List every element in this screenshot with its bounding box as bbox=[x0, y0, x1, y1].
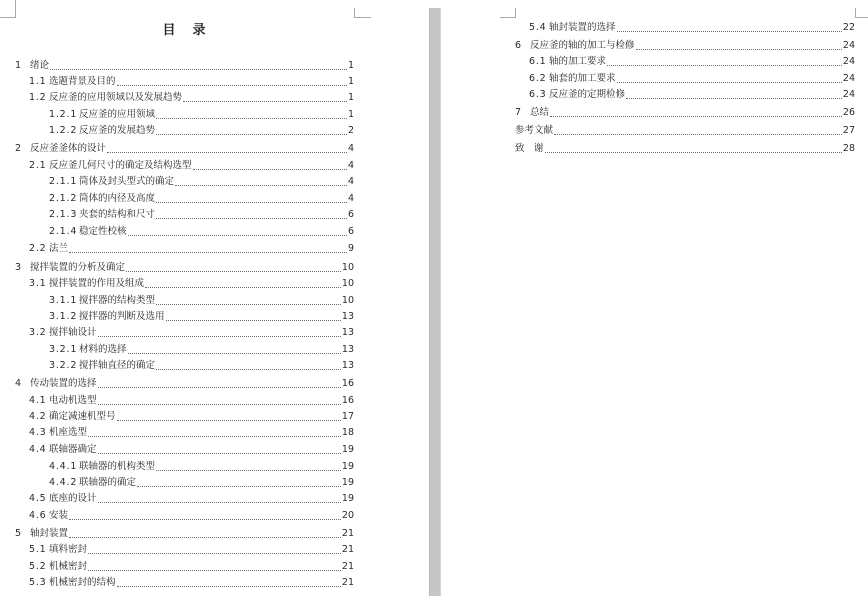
toc-entry-title: 传动装置的选择 bbox=[30, 378, 97, 389]
toc-entry[interactable] bbox=[515, 143, 855, 155]
toc-entry-page: 4 bbox=[347, 193, 354, 204]
toc-entry-number: 1 bbox=[15, 60, 22, 71]
corner-mark-top-right bbox=[855, 8, 868, 18]
dot-leader bbox=[98, 453, 341, 454]
toc-entry-number: 2 bbox=[15, 143, 22, 154]
toc-entry-title: 机械密封的结构 bbox=[49, 577, 116, 588]
dot-leader bbox=[183, 101, 347, 102]
toc-entry-number: 2.1.3 bbox=[49, 209, 78, 220]
toc-heading: 目 录 bbox=[162, 23, 208, 38]
toc-entry-page: 1 bbox=[347, 76, 354, 87]
dot-leader bbox=[98, 336, 341, 337]
toc-entry-number: 1.1 bbox=[29, 76, 47, 87]
toc-entry-page: 1 bbox=[347, 109, 354, 120]
dot-leader bbox=[617, 82, 842, 83]
toc-entry[interactable] bbox=[49, 193, 354, 205]
toc-entry-number: 1.2.2 bbox=[49, 125, 78, 136]
dot-leader bbox=[117, 586, 341, 587]
toc-entry-title: 反应釜的定期检修 bbox=[549, 89, 626, 100]
toc-entry-page: 1 bbox=[347, 60, 354, 71]
toc-entry[interactable] bbox=[49, 226, 354, 238]
dot-leader bbox=[88, 570, 341, 571]
toc-entry-title: 搅拌轴设计 bbox=[49, 327, 97, 338]
toc-entry-number: 2.1.1 bbox=[49, 176, 78, 187]
toc-entry[interactable] bbox=[29, 92, 354, 104]
dot-leader bbox=[98, 502, 341, 503]
dot-leader bbox=[107, 152, 347, 153]
toc-entry-title: 联轴器确定 bbox=[49, 444, 97, 455]
toc-entry[interactable] bbox=[529, 73, 855, 85]
toc-entry-number: 1.2.1 bbox=[49, 109, 78, 120]
toc-entry-page: 16 bbox=[341, 395, 354, 406]
toc-entry-title: 夹套的结构和尺寸 bbox=[79, 209, 156, 220]
toc-entry-title: 电动机选型 bbox=[49, 395, 97, 406]
toc-entry-title: 安装 bbox=[49, 510, 69, 521]
toc-entry-number: 6.1 bbox=[529, 56, 547, 67]
dot-leader bbox=[145, 287, 341, 288]
toc-entry-number: 5.1 bbox=[29, 544, 47, 555]
toc-entry-title: 绪论 bbox=[30, 60, 50, 71]
toc-entry-number: 2.1.4 bbox=[49, 226, 78, 237]
toc-entry[interactable] bbox=[29, 76, 354, 88]
toc-entry-title: 联轴器的确定 bbox=[79, 477, 137, 488]
toc-entry-number: 1.2 bbox=[29, 92, 47, 103]
dot-leader bbox=[175, 185, 347, 186]
dot-leader bbox=[554, 134, 842, 135]
toc-entry[interactable] bbox=[49, 125, 354, 137]
toc-entry[interactable] bbox=[15, 262, 354, 274]
toc-entry[interactable] bbox=[29, 243, 354, 255]
corner-mark-top-right bbox=[354, 8, 371, 18]
toc-entry-page: 13 bbox=[341, 344, 354, 355]
toc-entry-title: 筒体的内径及高度 bbox=[79, 193, 156, 204]
toc-entry[interactable] bbox=[15, 143, 354, 155]
dot-leader bbox=[550, 116, 842, 117]
toc-entry-number: 5.3 bbox=[29, 577, 47, 588]
dot-leader bbox=[626, 98, 842, 99]
dot-leader bbox=[156, 470, 341, 471]
toc-entry-number: 5.2 bbox=[29, 561, 47, 572]
toc-entry[interactable] bbox=[49, 344, 354, 356]
toc-entry-page: 1 bbox=[347, 92, 354, 103]
toc-entry-title: 机械密封 bbox=[49, 561, 88, 572]
toc-entry-title: 参考文献 bbox=[515, 125, 554, 136]
toc-entry-number: 2.2 bbox=[29, 243, 47, 254]
toc-entry[interactable] bbox=[49, 209, 354, 221]
dot-leader bbox=[617, 31, 842, 32]
toc-entry-title: 稳定性校核 bbox=[79, 226, 127, 237]
toc-entry-title: 材料的选择 bbox=[79, 344, 127, 355]
toc-entry[interactable] bbox=[29, 411, 354, 423]
toc-entry[interactable] bbox=[29, 544, 354, 556]
dot-leader bbox=[156, 369, 341, 370]
toc-entry[interactable] bbox=[49, 360, 354, 372]
toc-entry-page: 4 bbox=[347, 160, 354, 171]
toc-entry-title: 搅拌装置的作用及组成 bbox=[49, 278, 145, 289]
toc-entry-page: 10 bbox=[341, 278, 354, 289]
toc-entry[interactable] bbox=[49, 109, 354, 121]
toc-entry-page: 4 bbox=[347, 176, 354, 187]
toc-entry[interactable] bbox=[49, 295, 354, 307]
toc-entry[interactable] bbox=[29, 444, 354, 456]
toc-entry-title: 选题背景及目的 bbox=[49, 76, 116, 87]
toc-entry[interactable] bbox=[29, 395, 354, 407]
toc-entry-title: 机座选型 bbox=[49, 427, 88, 438]
toc-entry-page: 16 bbox=[341, 378, 354, 389]
toc-entry-page: 19 bbox=[341, 493, 354, 504]
toc-entry[interactable] bbox=[29, 561, 354, 573]
toc-entry-number: 4.2 bbox=[29, 411, 47, 422]
toc-entry-title: 联轴器的机构类型 bbox=[79, 461, 156, 472]
toc-entry[interactable] bbox=[29, 510, 354, 522]
toc-entry-number: 4.5 bbox=[29, 493, 47, 504]
toc-entry-page: 10 bbox=[341, 262, 354, 273]
toc-entry-page: 28 bbox=[842, 143, 855, 154]
dot-leader bbox=[117, 420, 341, 421]
toc-entry-title: 搅拌装置的分析及确定 bbox=[30, 262, 126, 273]
toc-entry-number: 5.4 bbox=[529, 22, 547, 33]
toc-entry-number: 4.6 bbox=[29, 510, 47, 521]
toc-entry-page: 18 bbox=[341, 427, 354, 438]
dot-leader bbox=[88, 553, 341, 554]
toc-entry-number: 3 bbox=[15, 262, 22, 273]
left-page bbox=[0, 0, 429, 596]
toc-entry-title: 反应釜釜体的设计 bbox=[30, 143, 107, 154]
toc-entry-title: 底座的设计 bbox=[49, 493, 97, 504]
toc-entry-number: 4.4.2 bbox=[49, 477, 78, 488]
dot-leader bbox=[156, 134, 347, 135]
toc-entry[interactable] bbox=[515, 107, 855, 119]
toc-entry-page: 6 bbox=[347, 209, 354, 220]
toc-entry-title: 轴封装置的选择 bbox=[549, 22, 616, 33]
toc-entry-page: 6 bbox=[347, 226, 354, 237]
toc-entry[interactable] bbox=[515, 40, 855, 52]
toc-entry[interactable] bbox=[515, 125, 855, 137]
page-gutter bbox=[429, 8, 441, 596]
toc-entry-title: 轴封装置 bbox=[30, 528, 69, 539]
toc-entry[interactable] bbox=[29, 160, 354, 172]
toc-entry-title: 轴套的加工要求 bbox=[549, 73, 616, 84]
dot-leader bbox=[69, 252, 347, 253]
toc-entry-number: 3.2.2 bbox=[49, 360, 78, 371]
toc-entry-page: 9 bbox=[347, 243, 354, 254]
toc-entry-page: 13 bbox=[341, 327, 354, 338]
toc-entry-title: 总结 bbox=[530, 107, 550, 118]
dot-leader bbox=[117, 85, 347, 86]
toc-entry-page: 24 bbox=[842, 56, 855, 67]
dot-leader bbox=[128, 353, 341, 354]
toc-entry-page: 10 bbox=[341, 295, 354, 306]
toc-entry-number: 3.2.1 bbox=[49, 344, 78, 355]
dot-leader bbox=[88, 436, 341, 437]
toc-entry[interactable] bbox=[15, 528, 354, 540]
corner-mark-top-left bbox=[500, 8, 516, 18]
toc-entry[interactable] bbox=[49, 461, 354, 473]
dot-leader bbox=[128, 235, 347, 236]
dot-leader bbox=[126, 271, 341, 272]
toc-entry-page: 20 bbox=[341, 510, 354, 521]
toc-entry-page: 13 bbox=[341, 311, 354, 322]
toc-entry[interactable] bbox=[29, 327, 354, 339]
dot-leader bbox=[545, 152, 842, 153]
toc-entry[interactable] bbox=[29, 493, 354, 505]
toc-entry[interactable] bbox=[49, 176, 354, 188]
toc-entry-page: 26 bbox=[842, 107, 855, 118]
toc-entry-page: 24 bbox=[842, 73, 855, 84]
toc-entry-title: 反应釜几何尺寸的确定及结构选型 bbox=[49, 160, 192, 171]
toc-entry-page: 24 bbox=[842, 89, 855, 100]
toc-entry-page: 22 bbox=[842, 22, 855, 33]
toc-entry[interactable] bbox=[29, 427, 354, 439]
dot-leader bbox=[156, 304, 341, 305]
toc-entry-number: 3.1.1 bbox=[49, 295, 78, 306]
toc-entry-number: 4.4.1 bbox=[49, 461, 78, 472]
dot-leader bbox=[69, 537, 341, 538]
toc-entry-title: 填料密封 bbox=[49, 544, 88, 555]
dot-leader bbox=[156, 202, 347, 203]
toc-entry-title: 搅拌轴直径的确定 bbox=[79, 360, 156, 371]
toc-entry-number: 4.4 bbox=[29, 444, 47, 455]
toc-entry-number: 2.1.2 bbox=[49, 193, 78, 204]
toc-entry-title: 反应釜的轴的加工与检修 bbox=[530, 40, 635, 51]
dot-leader bbox=[50, 69, 347, 70]
toc-entry-title: 反应釜的发展趋势 bbox=[79, 125, 156, 136]
dot-leader bbox=[98, 404, 341, 405]
toc-entry[interactable] bbox=[49, 477, 354, 489]
dot-leader bbox=[636, 49, 842, 50]
toc-entry-title: 轴的加工要求 bbox=[549, 56, 607, 67]
toc-entry-number: 6.3 bbox=[529, 89, 547, 100]
toc-entry-page: 21 bbox=[341, 577, 354, 588]
toc-entry-title: 致 谢 bbox=[515, 143, 544, 154]
toc-entry-number: 3.1.2 bbox=[49, 311, 78, 322]
toc-entry-title: 反应釜的应用领域以及发展趋势 bbox=[49, 92, 183, 103]
toc-entry-number: 6.2 bbox=[529, 73, 547, 84]
toc-entry[interactable] bbox=[529, 22, 855, 34]
toc-entry-page: 24 bbox=[842, 40, 855, 51]
toc-entry-page: 19 bbox=[341, 477, 354, 488]
toc-entry-number: 4.3 bbox=[29, 427, 47, 438]
toc-entry[interactable] bbox=[15, 60, 354, 72]
toc-entry-page: 21 bbox=[341, 544, 354, 555]
toc-entry-number: 6 bbox=[515, 40, 522, 51]
toc-entry-title: 搅拌器的结构类型 bbox=[79, 295, 156, 306]
toc-entry-number: 2.1 bbox=[29, 160, 47, 171]
toc-entry-number: 7 bbox=[515, 107, 522, 118]
corner-mark-top-left bbox=[0, 0, 16, 18]
toc-entry[interactable] bbox=[529, 56, 855, 68]
toc-entry-title: 确定减速机型号 bbox=[49, 411, 116, 422]
dot-leader bbox=[137, 486, 341, 487]
toc-entry-page: 21 bbox=[341, 528, 354, 539]
toc-entry-title: 筒体及封头型式的确定 bbox=[79, 176, 175, 187]
dot-leader bbox=[607, 65, 842, 66]
toc-entry-number: 3.2 bbox=[29, 327, 47, 338]
toc-entry-page: 2 bbox=[347, 125, 354, 136]
toc-entry-number: 3.1 bbox=[29, 278, 47, 289]
toc-entry[interactable] bbox=[29, 278, 354, 290]
toc-entry-page: 21 bbox=[341, 561, 354, 572]
toc-entry-page: 4 bbox=[347, 143, 354, 154]
toc-entry-page: 13 bbox=[341, 360, 354, 371]
toc-entry-number: 4 bbox=[15, 378, 22, 389]
toc-entry[interactable] bbox=[29, 577, 354, 589]
toc-entry-page: 27 bbox=[842, 125, 855, 136]
dot-leader bbox=[98, 387, 341, 388]
toc-entry-page: 17 bbox=[341, 411, 354, 422]
dot-leader bbox=[156, 118, 347, 119]
toc-entry[interactable] bbox=[49, 311, 354, 323]
toc-entry[interactable] bbox=[15, 378, 354, 390]
toc-entry[interactable] bbox=[529, 89, 855, 101]
toc-entry-title: 法兰 bbox=[49, 243, 69, 254]
toc-entry-page: 19 bbox=[341, 461, 354, 472]
toc-entry-number: 4.1 bbox=[29, 395, 47, 406]
dot-leader bbox=[193, 169, 347, 170]
toc-entry-page: 19 bbox=[341, 444, 354, 455]
toc-entry-title: 搅拌器的判断及选用 bbox=[79, 311, 165, 322]
dot-leader bbox=[69, 519, 341, 520]
dot-leader bbox=[156, 218, 347, 219]
toc-entry-title: 反应釜的应用领域 bbox=[79, 109, 156, 120]
toc-entry-number: 5 bbox=[15, 528, 22, 539]
dot-leader bbox=[166, 320, 341, 321]
